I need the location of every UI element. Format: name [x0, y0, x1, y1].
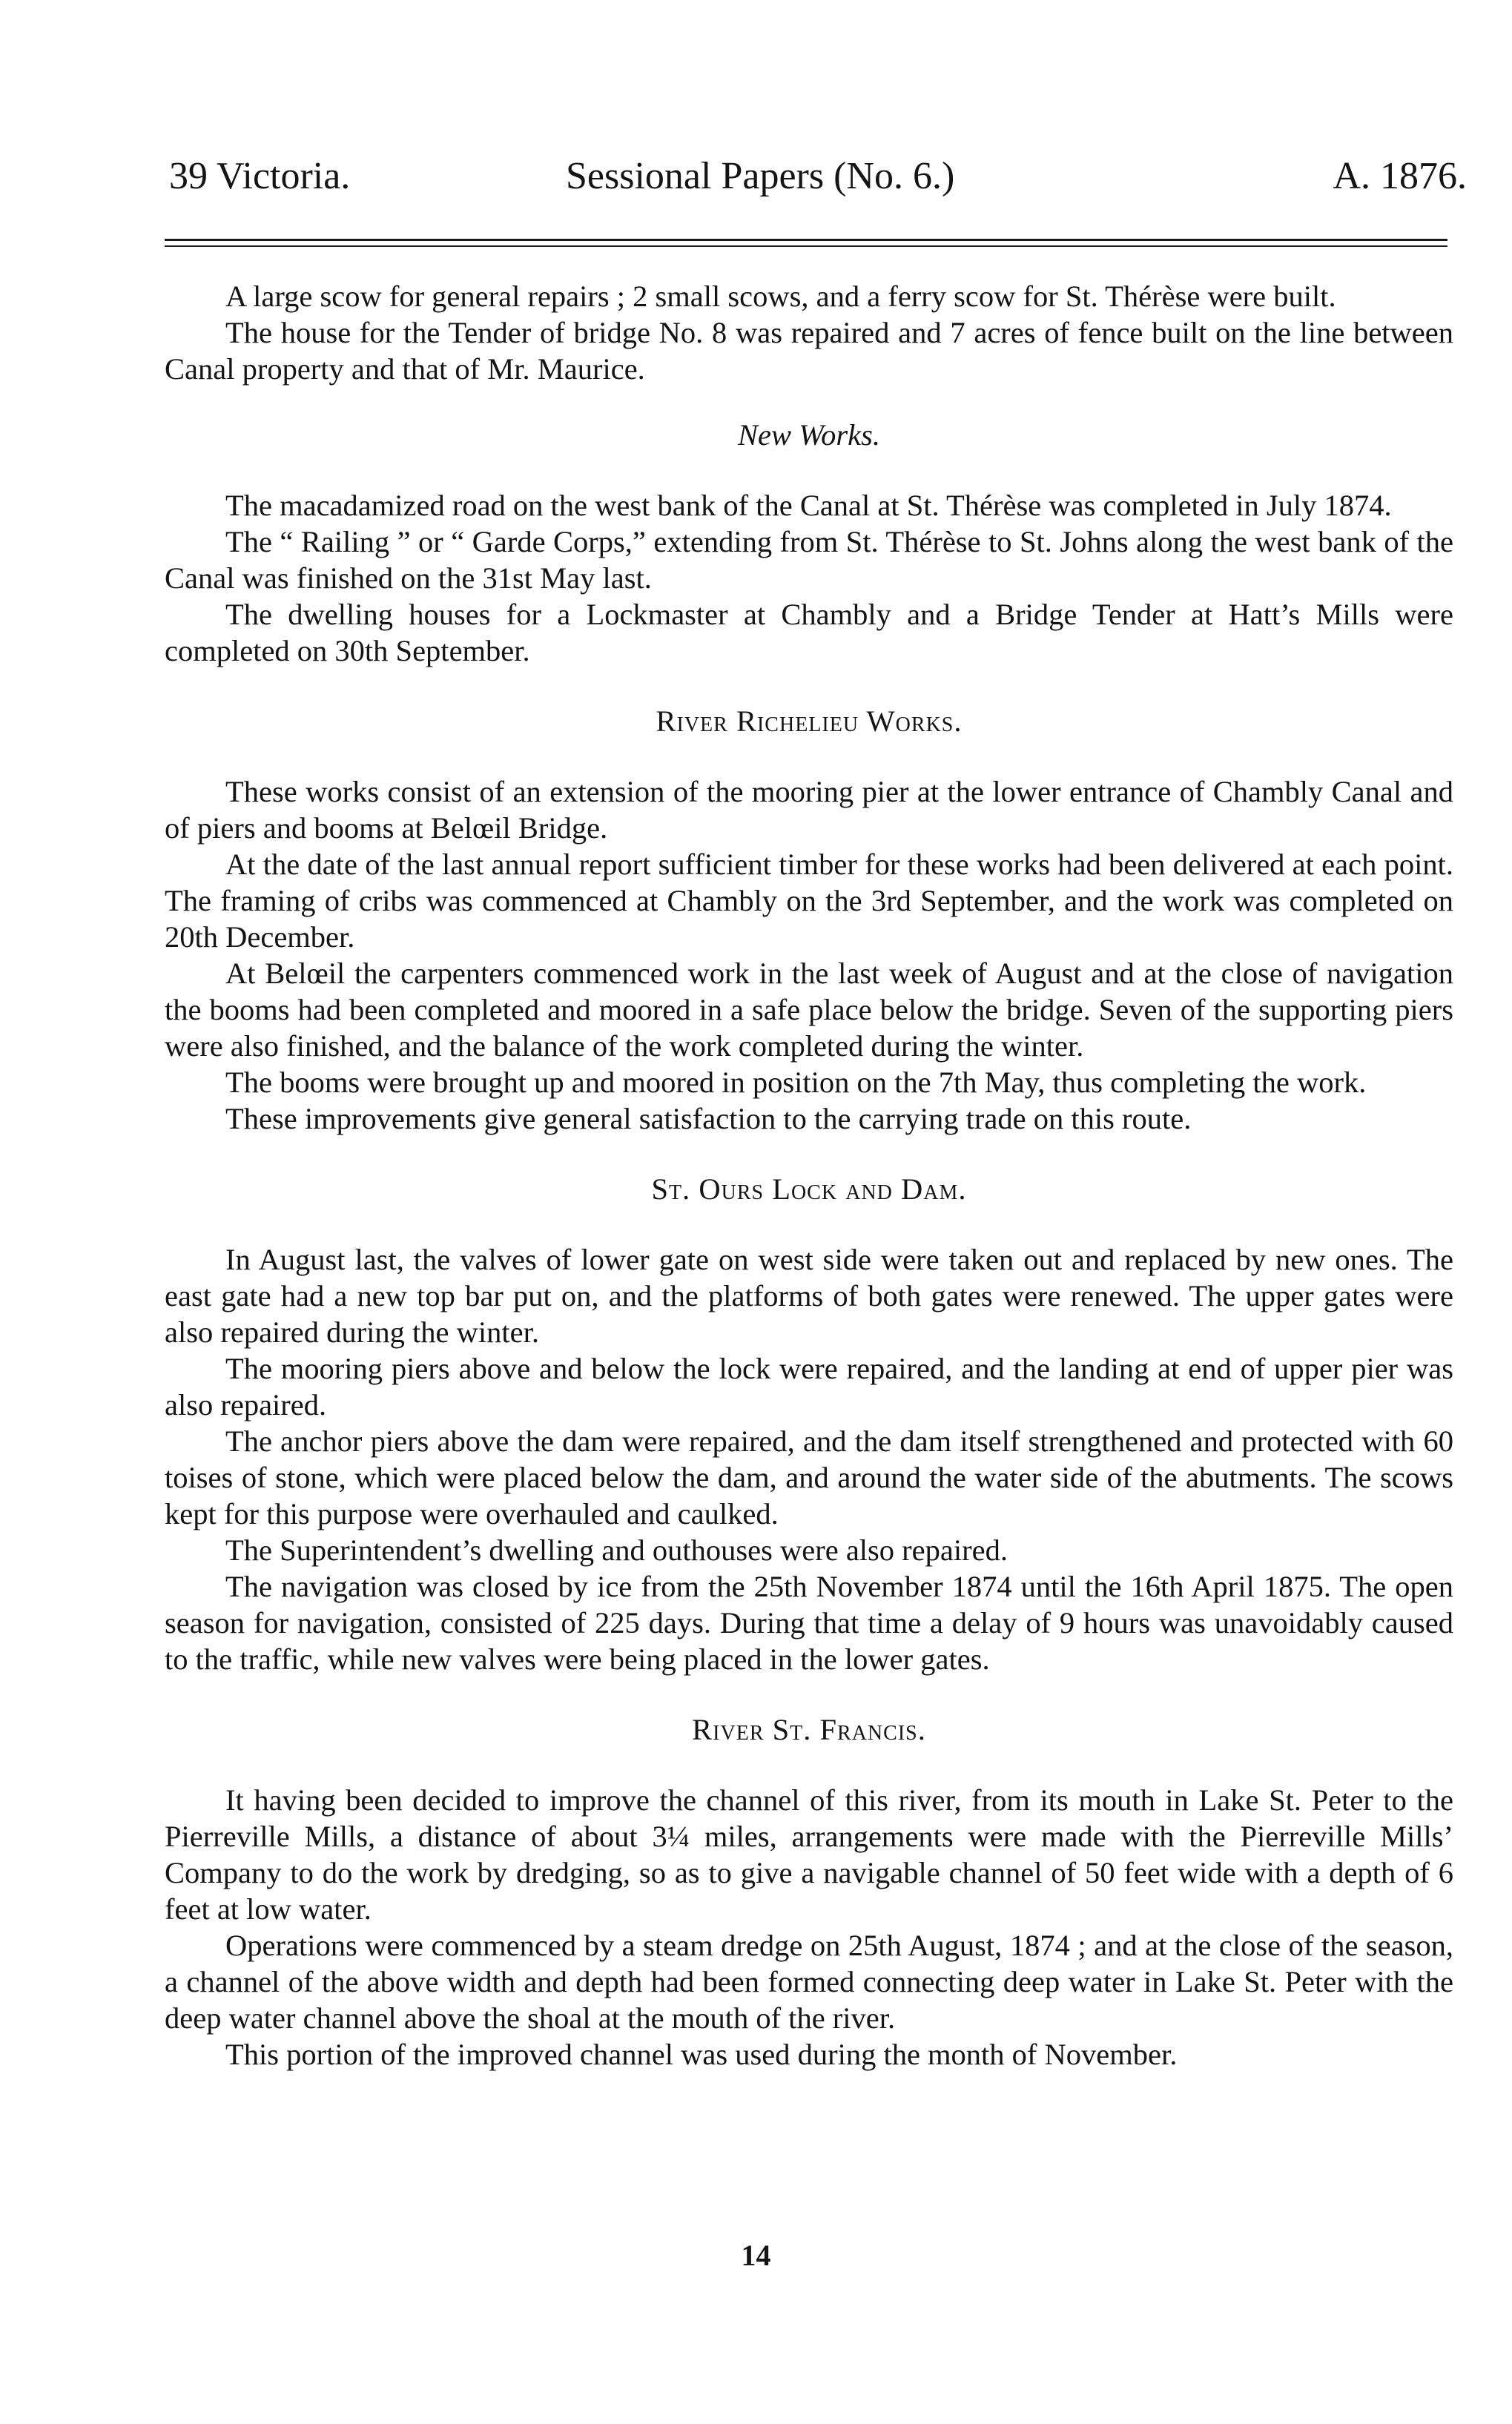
header-rule-bottom [165, 245, 1447, 247]
header-series: Sessional Papers (No. 6.) [566, 155, 955, 197]
paragraph: A large scow for general repairs ; 2 small scows, and a ferry scow for St. Thérèse were built. [225, 280, 1336, 313]
paragraph: These works consist of an extension of the mooring pier at the lower entrance of Chambly Canal and of piers and booms at Belœil Bridge. [165, 775, 1453, 845]
paragraph: Operations were commenced by a steam dredge on 25th August, 1874 ; and at the close of the season, a channel of the above width and depth had been formed connecting deep water in Lake St. Peter with the deep water channel above the shoal at the mouth of the river. [165, 1929, 1453, 2035]
paragraph: The booms were brought up and moored in position on the 7th May, thus completing the work. [225, 1066, 1367, 1099]
document-body [165, 278, 1453, 2073]
paragraph: The macadamized road on the west bank of the Canal at St. Thérèse was completed in July 1874. [225, 489, 1392, 522]
header-volume: 39 Victoria. [169, 155, 351, 197]
paragraph: The “ Railing ” or “ Garde Corps,” extending from St. Thérèse to St. Johns along the west bank of the Canal was finished on the 31st May last. [165, 525, 1453, 595]
paragraph: At the date of the last annual report sufficient timber for these works had been delivered at each point. The framing of cribs was commenced at Chambly on the 3rd September, and the work was completed on 20th December. [165, 848, 1453, 954]
paragraph: These improvements give general satisfaction to the carrying trade on this route. [225, 1102, 1192, 1135]
paragraph: The dwelling houses for a Lockmaster at Chambly and a Bridge Tender at Hatt’s Mills were completed on 30th September. [165, 598, 1453, 667]
paragraph: At Belœil the carpenters commenced work in the last week of August and at the close of navigation the booms had been completed and moored in a safe place below the bridge. Seven of the supporting piers were also finished, and the balance of the work completed during the winter. [165, 957, 1453, 1063]
header-year: A. 1876. [1333, 155, 1467, 197]
header-rule-top [165, 239, 1447, 241]
paragraph: In August last, the valves of lower gate on west side were taken out and replaced by new ones. The east gate had a new top bar put on, and the platforms of both gates were renewed. The upper gates were also repaired during the winter. [165, 1243, 1453, 1349]
paragraph: The navigation was closed by ice from the 25th November 1874 until the 16th April 1875. The open season for navigation, consisted of 225 days. During that time a delay of 9 hours was unavoidably caused to the traffic, while new valves were being placed in the lower gates. [165, 1570, 1453, 1676]
section-heading-new-works: New Works. [737, 418, 881, 452]
page-number: 14 [741, 2239, 771, 2272]
section-heading-st-ours: St. Ours Lock and Dam. [651, 1172, 967, 1206]
section-heading-river-richelieu: River Richelieu Works. [656, 704, 963, 738]
paragraph: This portion of the improved channel was used during the month of November. [225, 2038, 1178, 2071]
paragraph: The Superintendent’s dwelling and outhouses were also repaired. [225, 1533, 1008, 1567]
running-header [169, 154, 1467, 206]
section-heading-river-st-francis: River St. Francis. [692, 1713, 926, 1746]
paragraph: The house for the Tender of bridge No. 8 was repaired and 7 acres of fence built on the line between Canal property and that of Mr. Maurice. [165, 316, 1453, 386]
paragraph: The mooring piers above and below the lock were repaired, and the landing at end of upper pier was also repaired. [165, 1352, 1453, 1421]
paragraph: The anchor piers above the dam were repaired, and the dam itself strengthened and protected with 60 toises of stone, which were placed below the dam, and around the water side of the abutments. The scows kept for this purpose were overhauled and caulked. [165, 1424, 1453, 1530]
paragraph: It having been decided to improve the channel of this river, from its mouth in Lake St. Peter to the Pierreville Mills, a distance of about 3¼ miles, arrangements were made with the Pierreville Mills’ Company to do the work by dredging, so as to give a navigable channel of 50 feet wide with a depth of 6 feet at low water. [165, 1783, 1453, 1926]
